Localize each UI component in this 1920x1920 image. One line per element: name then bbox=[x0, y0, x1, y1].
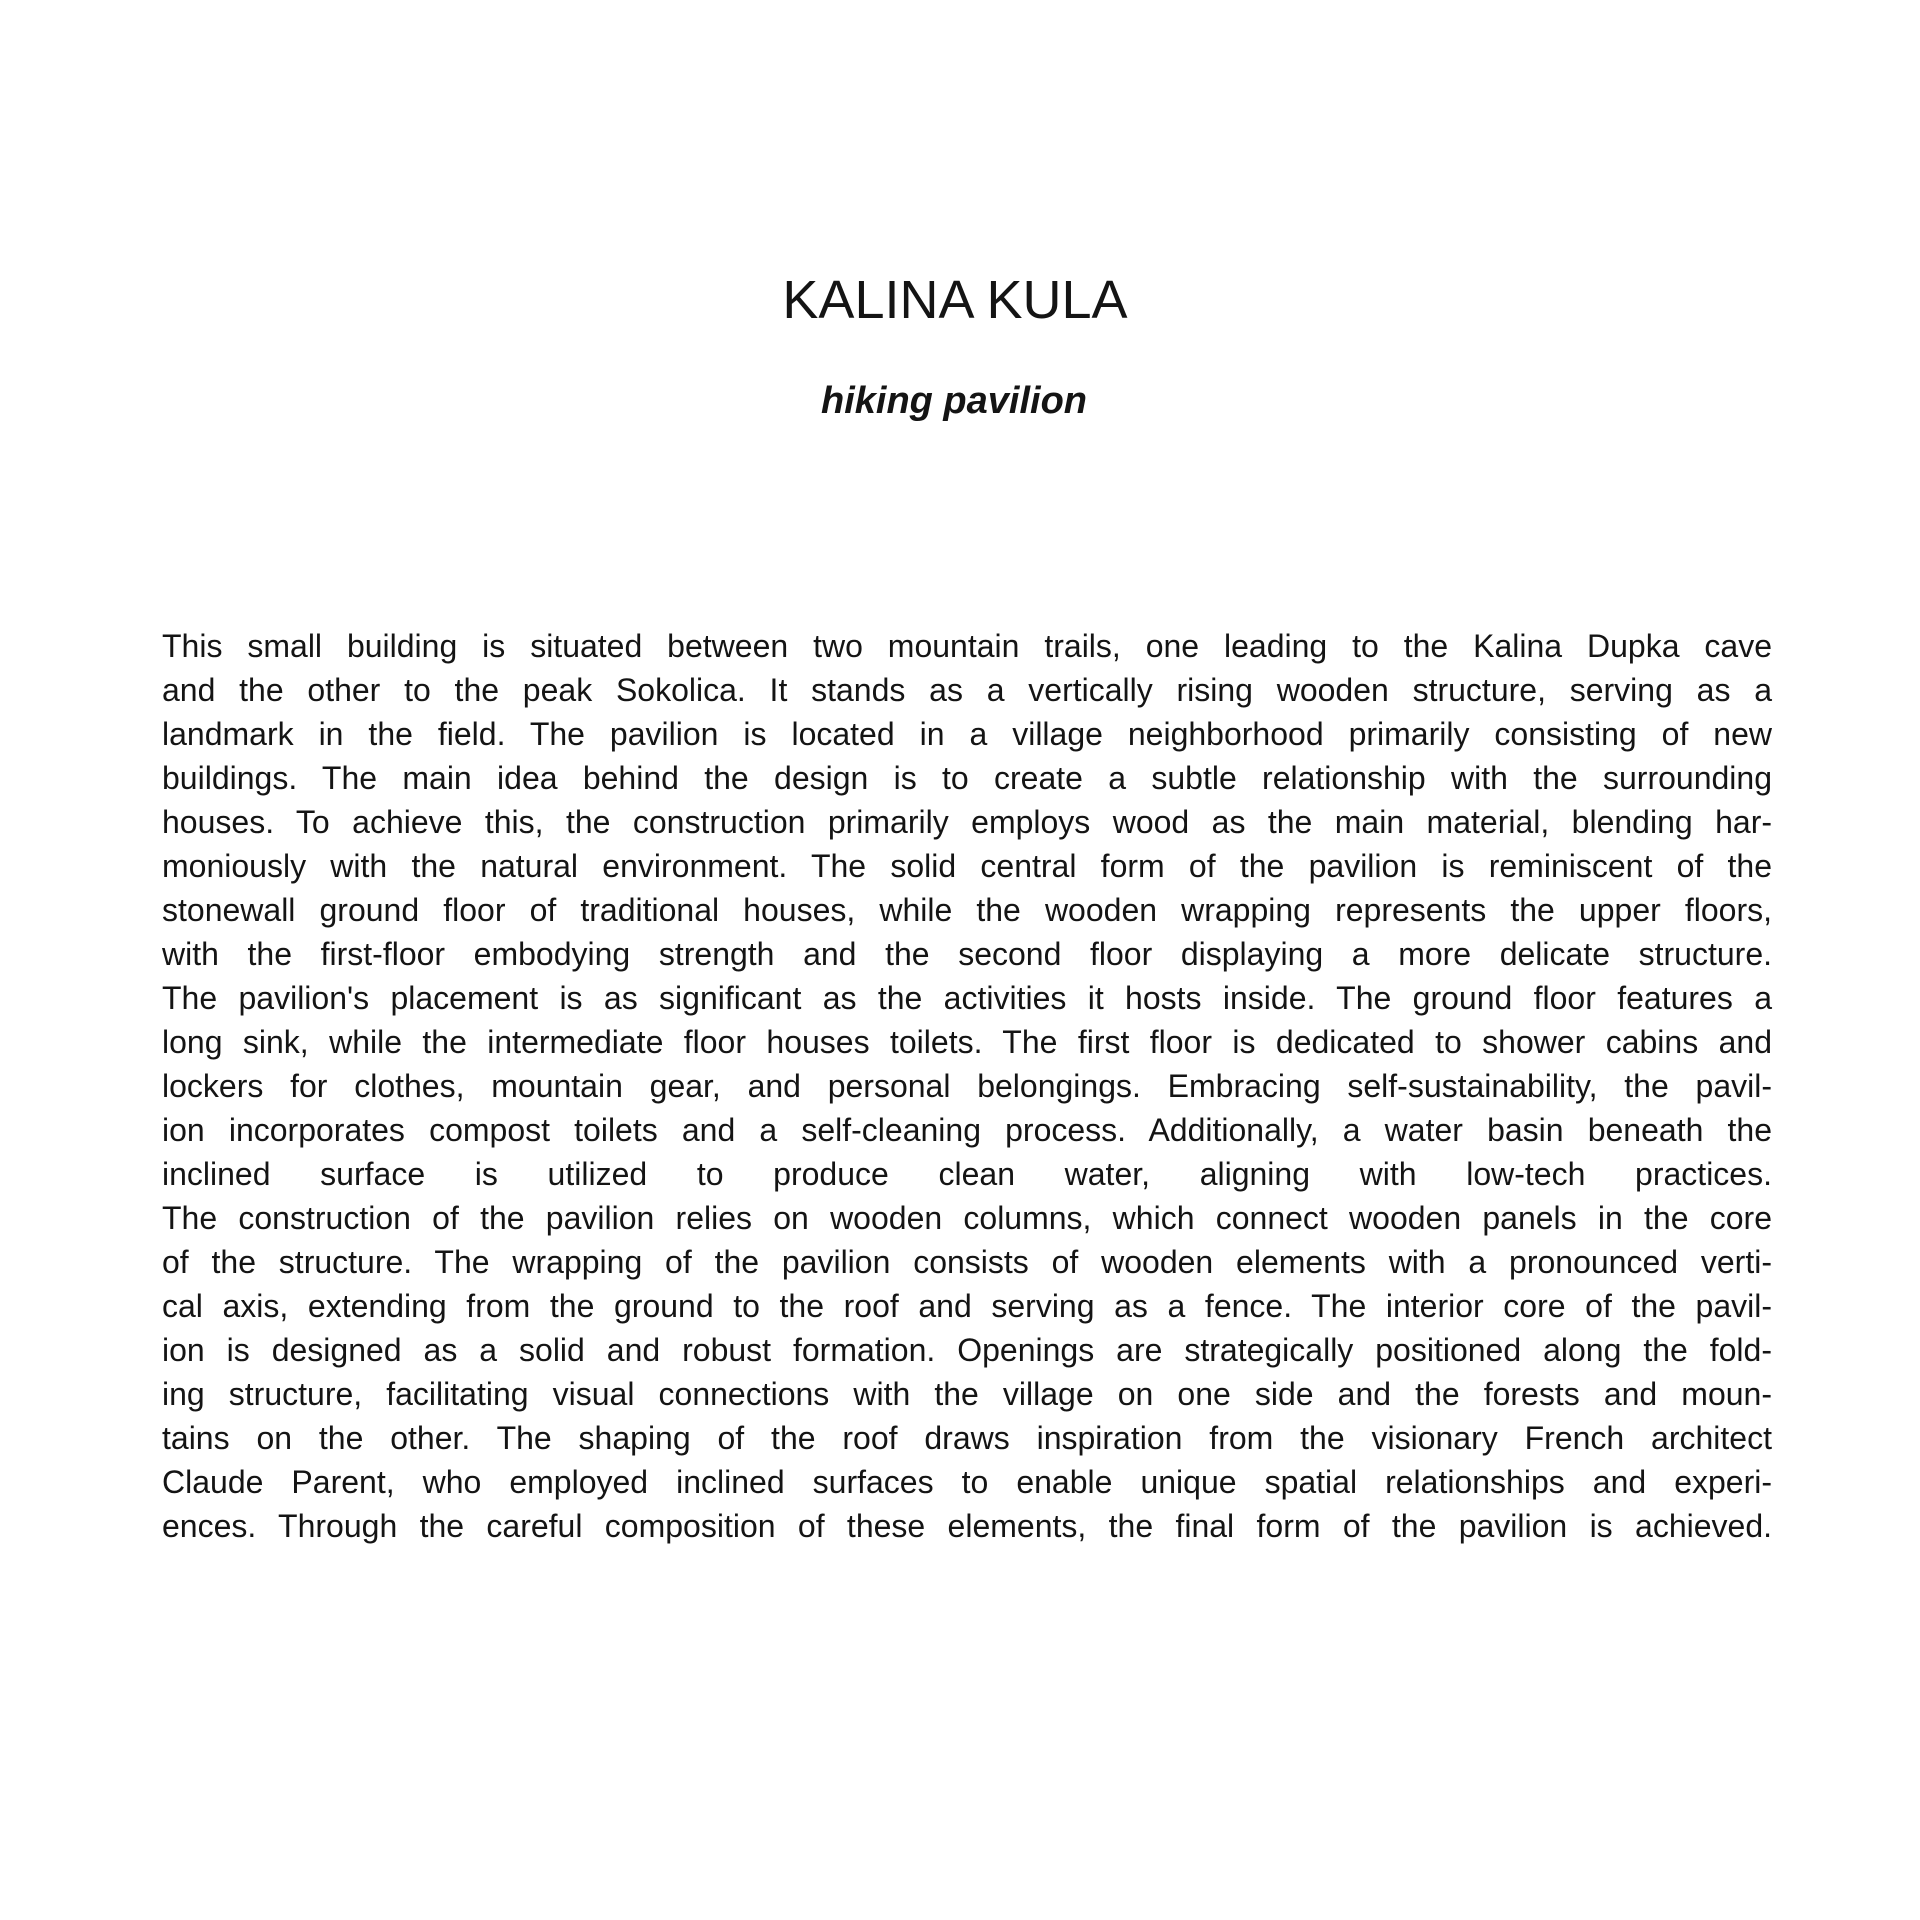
text-line: Claude Parent, who employed inclined surfaces to enable unique spatial relationships and experi- bbox=[162, 1464, 1772, 1500]
text-line: long sink, while the intermediate floor houses toilets. The first floor is dedicated to shower cabins and bbox=[162, 1024, 1772, 1060]
text-line: moniously with the natural environment. The solid central form of the pavilion is reminiscent of the bbox=[162, 848, 1772, 884]
text-line: This small building is situated between two mountain trails, one leading to the Kalina Dupka cave bbox=[162, 628, 1772, 664]
text-line: landmark in the field. The pavilion is located in a village neighborhood primarily consisting of new bbox=[162, 716, 1772, 752]
text-line: inclined surface is utilized to produce clean water, aligning with low-tech practices. bbox=[162, 1156, 1772, 1192]
body-paragraph bbox=[162, 624, 1772, 1548]
text-line: of the structure. The wrapping of the pavilion consists of wooden elements with a pronounced verti- bbox=[162, 1244, 1772, 1280]
text-line: stonewall ground floor of traditional houses, while the wooden wrapping represents the upper floors, bbox=[162, 892, 1772, 928]
text-line: houses. To achieve this, the construction primarily employs wood as the main material, blending har- bbox=[162, 804, 1772, 840]
text-line: buildings. The main idea behind the design is to create a subtle relationship with the surrounding bbox=[162, 760, 1772, 796]
text-line: ing structure, facilitating visual connections with the village on one side and the forests and moun- bbox=[162, 1376, 1772, 1412]
text-line: tains on the other. The shaping of the roof draws inspiration from the visionary French architect bbox=[162, 1420, 1772, 1456]
text-line: ences. Through the careful composition of these elements, the final form of the pavilion is achieved. bbox=[162, 1508, 1772, 1544]
page-subtitle: hiking pavilion bbox=[820, 380, 1088, 422]
text-line: lockers for clothes, mountain gear, and personal belongings. Embracing self-sustainability, the pavil- bbox=[162, 1068, 1772, 1104]
text-line: ion incorporates compost toilets and a self-cleaning process. Additionally, a water basin beneath the bbox=[162, 1112, 1772, 1148]
text-line: ion is designed as a solid and robust formation. Openings are strategically positioned along the fold- bbox=[162, 1332, 1772, 1368]
text-line: The construction of the pavilion relies on wooden columns, which connect wooden panels in the core bbox=[162, 1200, 1772, 1236]
text-line: and the other to the peak Sokolica. It stands as a vertically rising wooden structure, serving as a bbox=[162, 672, 1772, 708]
text-line: cal axis, extending from the ground to the roof and serving as a fence. The interior core of the pavil- bbox=[162, 1288, 1772, 1324]
text-line: The pavilion's placement is as significant as the activities it hosts inside. The ground floor features a bbox=[162, 980, 1772, 1016]
page-title: KALINA KULA bbox=[782, 270, 1128, 330]
text-line: with the first-floor embodying strength and the second floor displaying a more delicate structure. bbox=[162, 936, 1772, 972]
